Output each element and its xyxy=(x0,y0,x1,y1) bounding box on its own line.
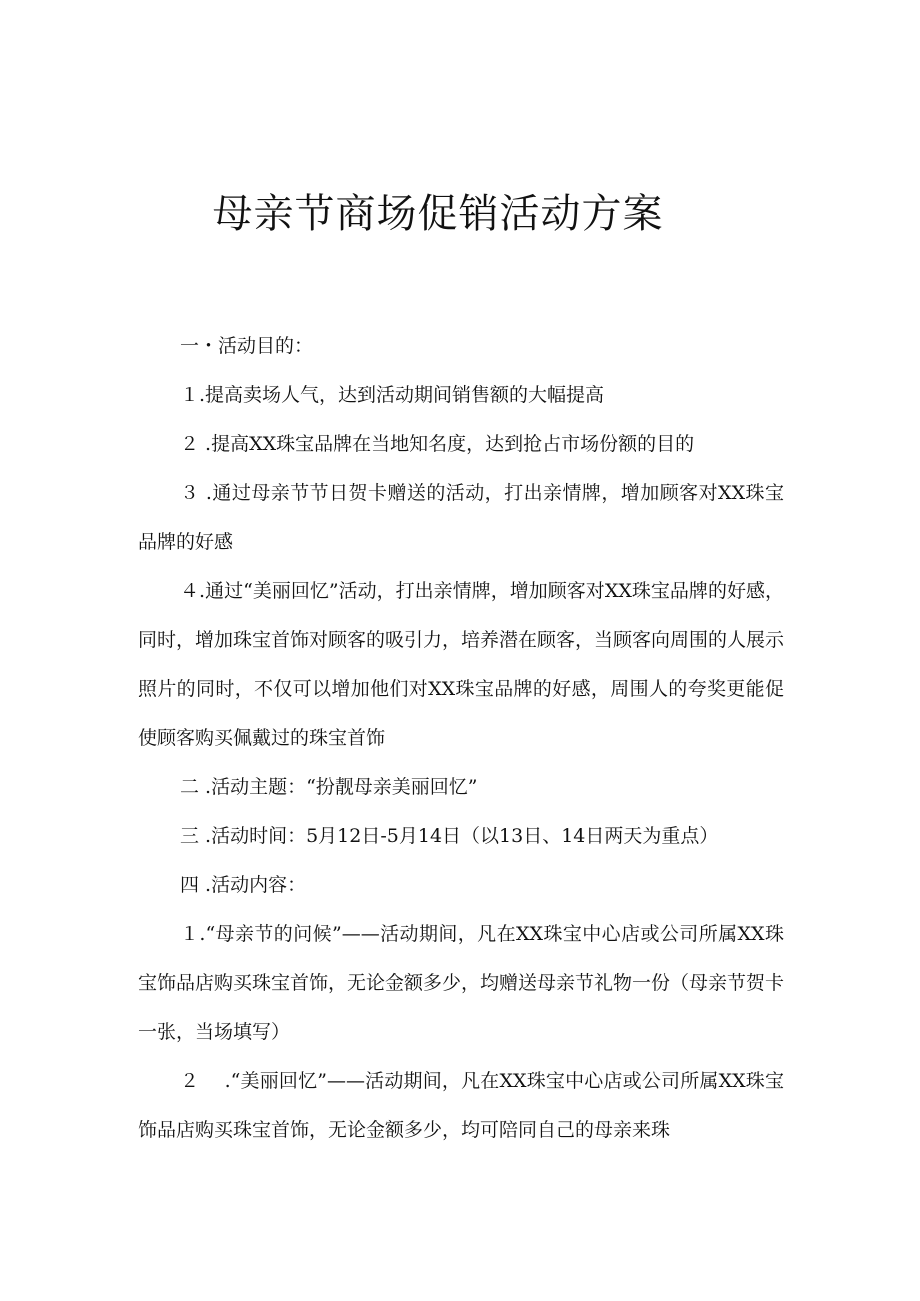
document-title: 母亲节商场促销活动方案 xyxy=(212,191,664,237)
content-item-1: １.“母亲节的问候”——活动期间，凡在XX珠宝中心店或公司所属XX珠宝饰品店购买珠宝首饰，无论金额多少，均赠送母亲节礼物一份（母亲节贺卡一张，当场填写） xyxy=(138,923,785,1043)
section-heading-time: 三 .活动时间：5月12日-5月14日（以13日、14日两天为重点） xyxy=(180,825,719,847)
purpose-item-4: ４.通过“美丽回忆”活动，打出亲情牌，增加顾客对XX珠宝品牌的好感，同时，增加珠宝首饰对顾客的吸引力，培养潜在顾客，当顾客向周围的人展示照片的同时，不仅可以增加他们对XX珠宝品牌的好感，周围人的夸奖更能促使顾客购买佩戴过的珠宝首饰 xyxy=(138,580,785,749)
section-heading-content: 四 .活动内容： xyxy=(180,874,307,896)
purpose-item-2: ２ .提高XX珠宝品牌在当地知名度，达到抢占市场份额的目的 xyxy=(180,433,695,455)
section-heading-theme: 二 .活动主题：“扮靓母亲美丽回忆” xyxy=(180,776,478,798)
section-heading-purpose: 一・活动目的： xyxy=(180,335,314,357)
document-body xyxy=(138,322,784,1155)
content-item-2: ２ .“美丽回忆”——活动期间，凡在XX珠宝中心店或公司所属XX珠宝饰品店购买珠宝首饰，无论金额多少，均可陪同自己的母亲来珠 xyxy=(138,1070,784,1141)
purpose-item-3: ３ .通过母亲节节日贺卡赠送的活动，打出亲情牌，增加顾客对XX珠宝品牌的好感 xyxy=(138,482,784,553)
purpose-item-1: １.提高卖场人气，达到活动期间销售额的大幅提高 xyxy=(180,384,605,406)
